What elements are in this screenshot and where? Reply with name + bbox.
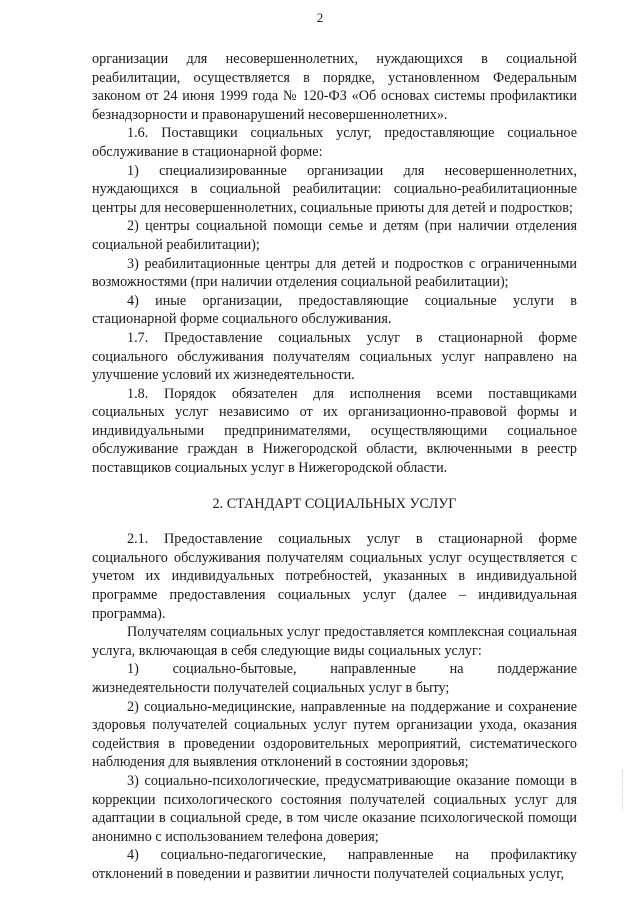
service-item-2: 2) социально-медицинские, направленные на поддержание и сохранение здоровья получателей социальных услуг путем организации ухода, оказания содействия в проведении оздоровительных мероприятий, систематического наблюдения для выявления отклонений в состоянии здоровья;: [92, 698, 577, 771]
list-item-2: 2) центры социальной помощи семье и детям (при наличии отделения социальной реабилитации);: [92, 218, 577, 253]
paragraph-1-6: 1.6. Поставщики социальных услуг, предоставляющие социальное обслуживание в стационарной форме:: [92, 125, 577, 160]
document-body: [92, 50, 577, 884]
page-number: 2: [316, 10, 324, 25]
paragraph-1-8: 1.8. Порядок обязателен для исполнения всеми поставщиками социальных услуг независимо от их организационно-правовой формы и индивидуальными предпринимателями, осуществляющими социальное обслуживание граждан в Нижегородской области, включенными в реестр поставщиков социальных услуг в Нижегородской области.: [92, 385, 577, 477]
service-item-4: 4) социально-педагогические, направленные на профилактику отклонений в поведении и развитии личности получателей социальных услуг,: [92, 847, 577, 882]
scan-artifact: [622, 770, 624, 810]
list-item-4: 4) иные организации, предоставляющие социальные услуги в стационарной форме социального обслуживания.: [92, 292, 577, 328]
service-item-1: 1) социально-бытовые, направленные на поддержание жизнедеятельности получателей социальных услуг в быту;: [92, 661, 577, 696]
service-item-3: 3) социально-психологические, предусматривающие оказание помощи в коррекции психологического состояния получателей социальных услуг для адаптации в социальной среде, в том числе оказание психологической помощи анонимно с использованием телефона доверия;: [92, 772, 577, 845]
paragraph-2-1: 2.1. Предоставление социальных услуг в стационарной форме социального обслуживания получателям социальных услуг осуществляется с учетом их индивидуальных потребностей, указанных в индивидуальной программе предоставления социальных услуг (далее – индивидуальная программа).: [92, 531, 577, 622]
list-item-1: 1) специализированные организации для несовершеннолетних, нуждающихся в социальной реабилитации: социально-реабилитационные центры для несовершеннолетних, социальные приюты для детей и подростков;: [92, 162, 577, 216]
list-item-3: 3) реабилитационные центры для детей и подростков с ограниченными возможностями (при наличии отделения социальной реабилитации);: [92, 255, 577, 291]
paragraph-1-7: 1.7. Предоставление социальных услуг в стационарной форме социального обслуживания получателям социальных услуг направлено на улучшение условий их жизнедеятельности.: [92, 329, 577, 384]
section-heading: 2. СТАНДАРТ СОЦИАЛЬНЫХ УСЛУГ: [212, 495, 457, 512]
paragraph-continuation: организации для несовершеннолетних, нуждающихся в социальной реабилитации, осуществляется в порядке, установленном Федеральным законом от 24 июня 1999 года № 120-ФЗ «Об основах системы профилактики безнадзорности и правонарушений несовершеннолетних».: [92, 51, 577, 123]
paragraph-complex-service: Получателям социальных услуг предоставляется комплексная социальная услуга, включающая в себя следующие виды социальных услуг:: [92, 624, 577, 659]
